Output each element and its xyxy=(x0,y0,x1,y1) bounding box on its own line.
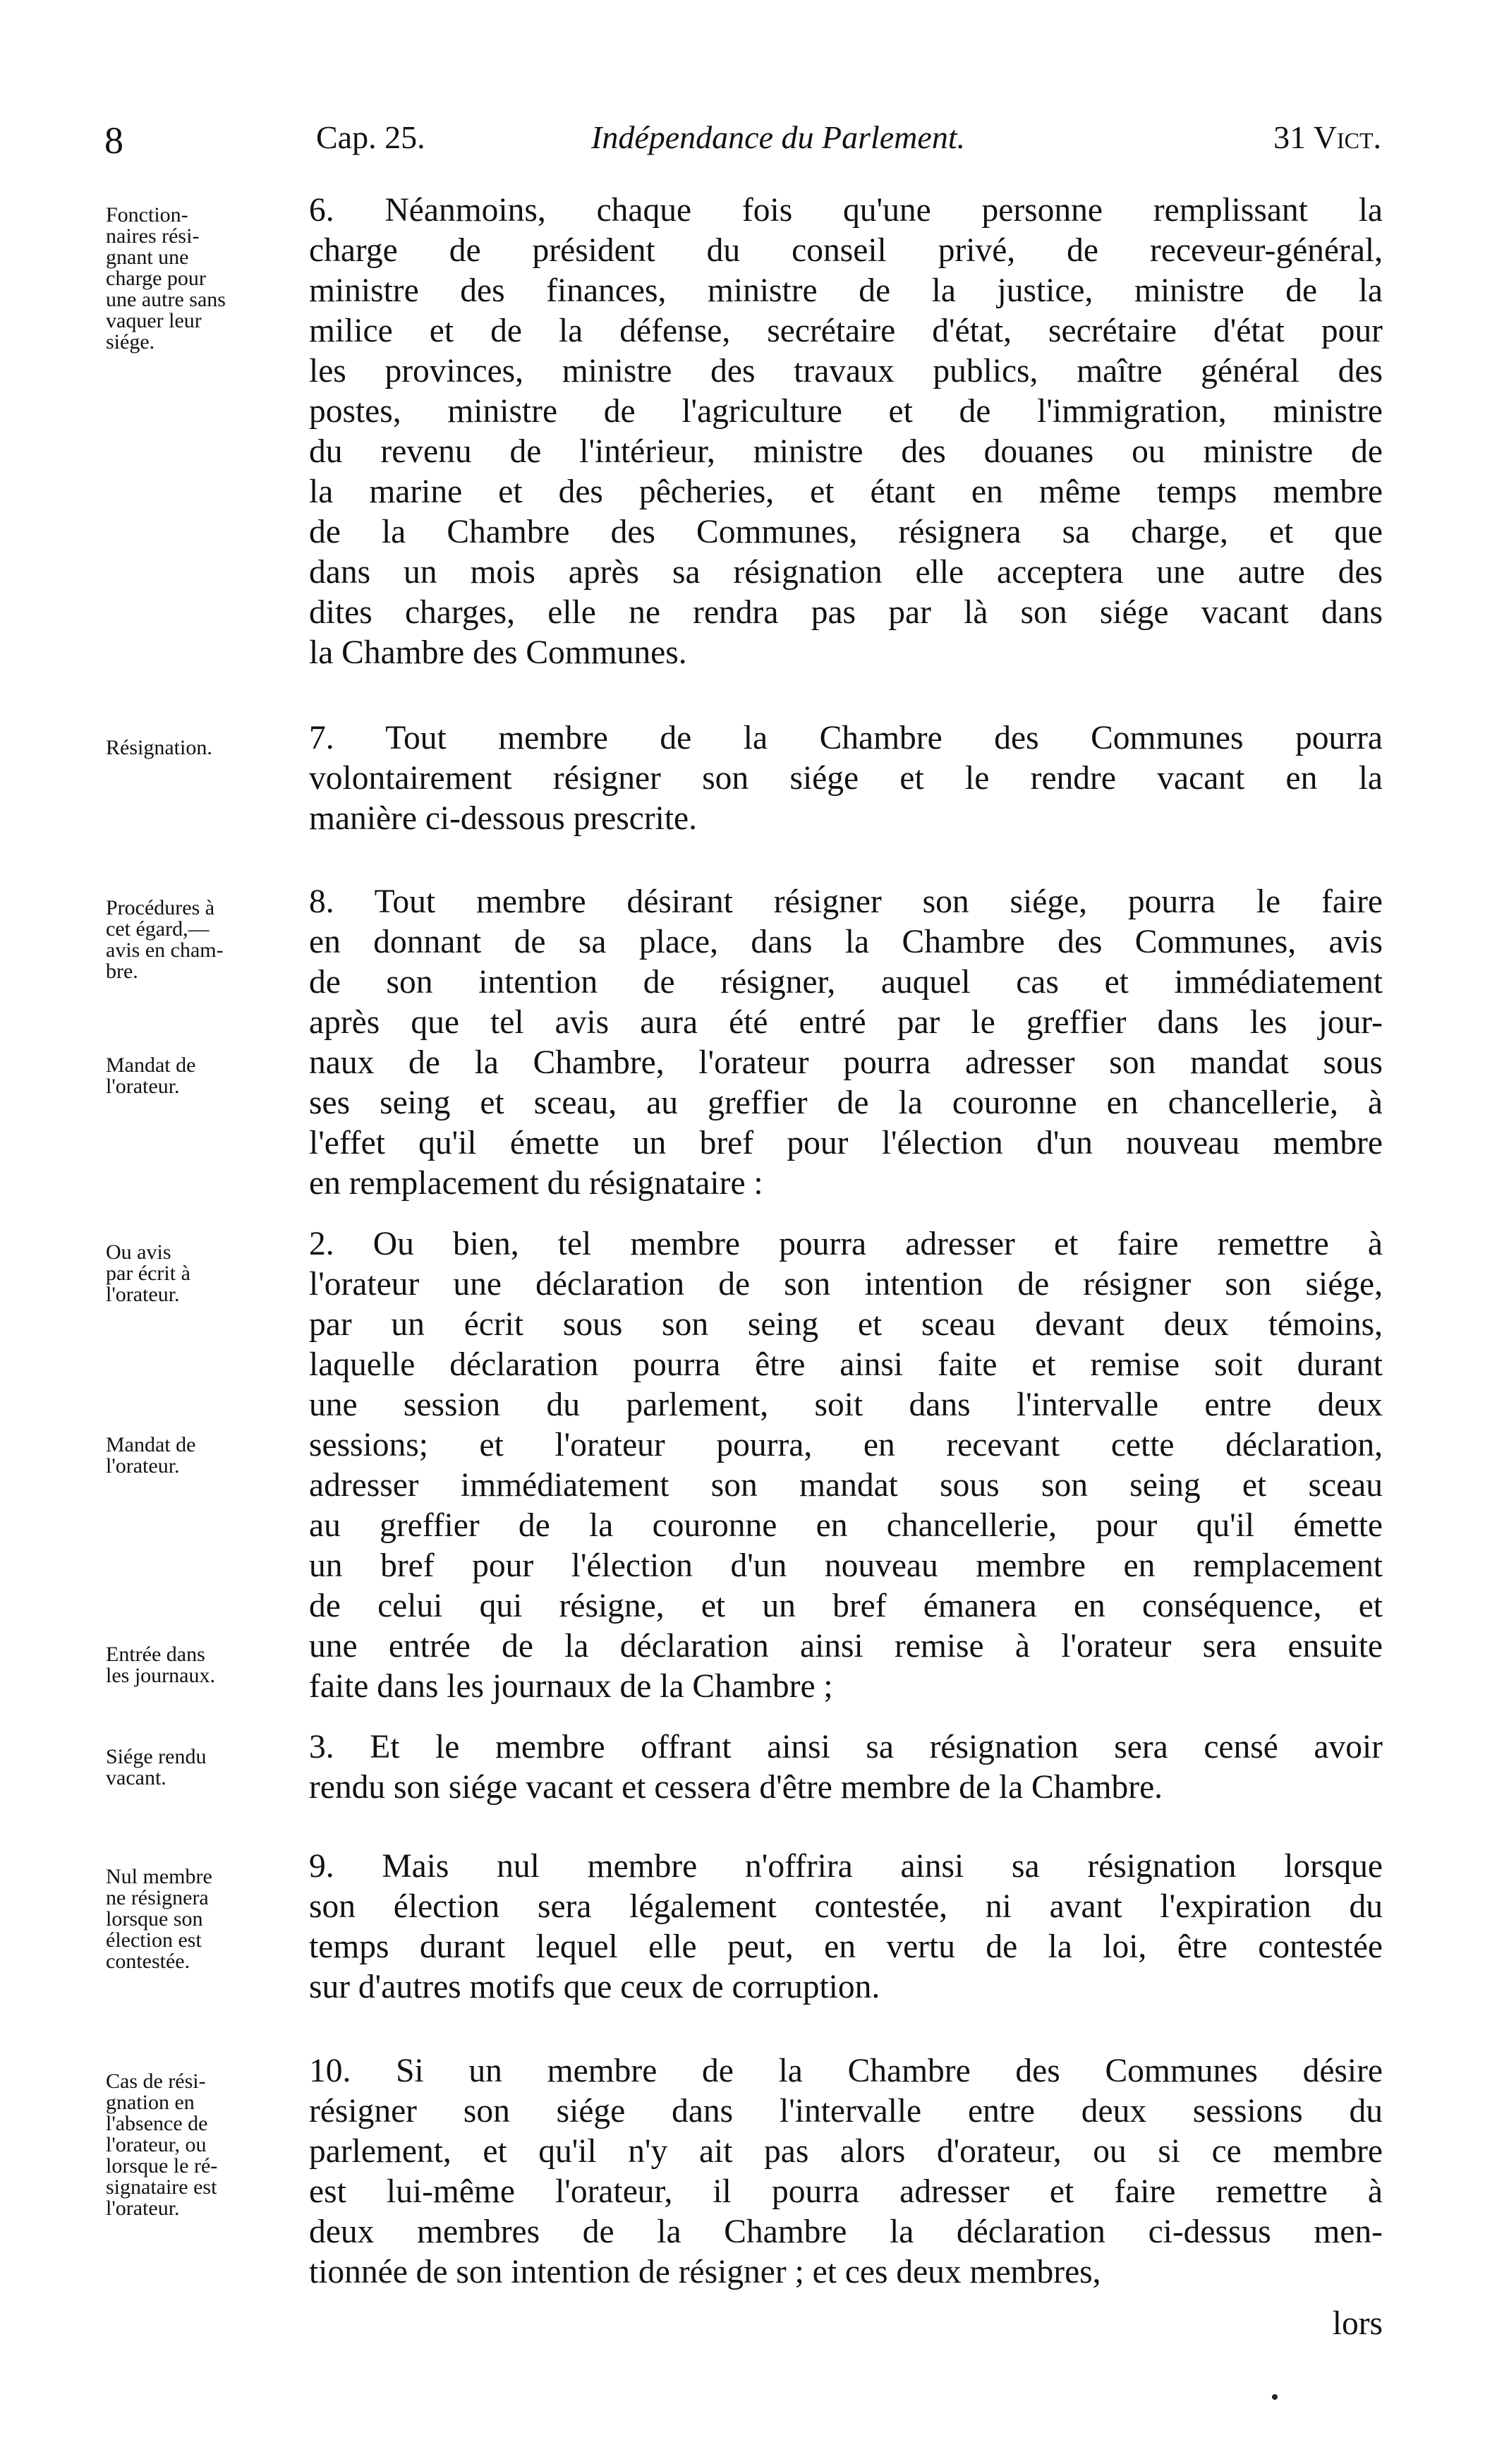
text-line: l'orateur une déclaration de son intention de résigner son siége, xyxy=(309,1266,1383,1303)
act-title: Indépendance du Parlement. xyxy=(591,119,966,155)
text-line: au greffier de la couronne en chancellerie, pour qu'il émette xyxy=(309,1507,1383,1544)
section-7-paragraph xyxy=(309,718,1383,839)
section-6-paragraph xyxy=(309,191,1383,673)
text-line: volontairement résigner son siége et le rendre vacant en la xyxy=(309,760,1383,797)
text-line: 2. Ou bien, tel membre pourra adresser et faire remettre à xyxy=(309,1226,1383,1262)
catchword: lors xyxy=(1332,2305,1383,2342)
text-line: 8. Tout membre désirant résigner son siége, pourra le faire xyxy=(309,883,1383,920)
text-line: faite dans les journaux de la Chambre ; xyxy=(309,1668,833,1705)
page-number: 8 xyxy=(104,119,123,162)
margin-note: Procédures à cet égard,— avis en cham- bre. xyxy=(106,896,224,983)
subsection-3-paragraph xyxy=(309,1727,1383,1808)
text-line: dans un mois après sa résignation elle acceptera une autre des xyxy=(309,554,1383,591)
text-line: de son intention de résigner, auquel cas et immédiatement xyxy=(309,964,1383,1001)
text-line: 7. Tout membre de la Chambre des Communes pourra xyxy=(309,720,1383,756)
margin-note: Siége rendu vacant. xyxy=(106,1745,207,1789)
text-line: milice et de la défense, secrétaire d'état, secrétaire d'état pour xyxy=(309,313,1383,349)
text-line: une session du parlement, soit dans l'intervalle entre deux xyxy=(309,1387,1383,1423)
text-line: parlement, et qu'il n'y ait pas alors d'orateur, ou si ce membre xyxy=(309,2133,1383,2170)
text-line: deux membres de la Chambre la déclaration ci-dessus men- xyxy=(309,2214,1383,2250)
margin-note: Résignation. xyxy=(106,736,212,759)
margin-note: Mandat de l'orateur. xyxy=(106,1433,196,1478)
text-line: naux de la Chambre, l'orateur pourra adresser son mandat sous xyxy=(309,1044,1383,1081)
text-line: 6. Néanmoins, chaque fois qu'une personne remplissant la xyxy=(309,192,1383,229)
margin-note: Mandat de l'orateur. xyxy=(106,1053,196,1098)
text-line: manière ci-dessous prescrite. xyxy=(309,800,697,837)
ink-speck xyxy=(1272,2394,1278,2400)
chapter-number: Cap. 25. xyxy=(316,119,425,155)
text-line: temps durant lequel elle peut, en vertu de la loi, être contestée xyxy=(309,1928,1383,1965)
text-line: l'effet qu'il émette un bref pour l'élection d'un nouveau membre xyxy=(309,1125,1383,1161)
subsection-2-paragraph xyxy=(309,1224,1383,1707)
text-line: dites charges, elle ne rendra pas par là son siége vacant dans xyxy=(309,594,1383,631)
text-line: résigner son siége dans l'intervalle entre deux sessions du xyxy=(309,2093,1383,2130)
text-line: la Chambre des Communes. xyxy=(309,634,687,671)
section-10-paragraph xyxy=(309,2051,1383,2293)
section-9-paragraph xyxy=(309,1847,1383,2007)
text-line: 10. Si un membre de la Chambre des Communes désire xyxy=(309,2053,1383,2089)
text-line: par un écrit sous son seing et sceau devant deux témoins, xyxy=(309,1306,1383,1343)
text-line: sessions; et l'orateur pourra, en recevant cette déclaration, xyxy=(309,1427,1383,1463)
text-line: une entrée de la déclaration ainsi remise à l'orateur sera ensuite xyxy=(309,1628,1383,1665)
text-line: du revenu de l'intérieur, ministre des douanes ou ministre de xyxy=(309,433,1383,470)
text-line: postes, ministre de l'agriculture et de l'immigration, ministre xyxy=(309,393,1383,430)
text-line: adresser immédiatement son mandat sous son seing et sceau xyxy=(309,1467,1383,1504)
text-line: est lui-même l'orateur, il pourra adresser et faire remettre à xyxy=(309,2173,1383,2210)
section-8-paragraph xyxy=(309,882,1383,1204)
margin-note: Nul membre ne résignera lorsque son élection est contestée. xyxy=(106,1865,212,1973)
text-line: un bref pour l'élection d'un nouveau membre en remplacement xyxy=(309,1547,1383,1584)
text-line: 3. Et le membre offrant ainsi sa résignation sera censé avoir xyxy=(309,1729,1383,1765)
text-line: charge de président du conseil privé, de receveur-général, xyxy=(309,232,1383,269)
text-line: rendu son siége vacant et cessera d'être membre de la Chambre. xyxy=(309,1769,1163,1806)
margin-note: Entrée dans les journaux. xyxy=(106,1643,215,1687)
text-line: de celui qui résigne, et un bref émanera en conséquence, et xyxy=(309,1588,1383,1624)
text-line: après que tel avis aura été entré par le greffier dans les jour- xyxy=(309,1004,1383,1041)
running-header xyxy=(104,119,1381,168)
margin-note: Cas de rési- gnation en l'absence de l'orateur, ou lorsque le ré- signataire est l'orateur. xyxy=(106,2070,218,2220)
margin-note: Fonction- naires rési- gnant une charge pour une autre sans vaquer leur siége. xyxy=(106,203,226,354)
text-line: son élection sera légalement contestée, ni avant l'expiration du xyxy=(309,1888,1383,1925)
text-line: en donnant de sa place, dans la Chambre des Communes, avis xyxy=(309,924,1383,960)
margin-note: Ou avis par écrit à l'orateur. xyxy=(106,1240,190,1306)
text-line: laquelle déclaration pourra être ainsi faite et remise soit durant xyxy=(309,1346,1383,1383)
text-line: sur d'autres motifs que ceux de corruption. xyxy=(309,1969,880,2005)
text-line: les provinces, ministre des travaux publics, maître général des xyxy=(309,353,1383,389)
text-line: de la Chambre des Communes, résignera sa charge, et que xyxy=(309,514,1383,550)
text-line: ministre des finances, ministre de la justice, ministre de la xyxy=(309,272,1383,309)
text-line: ses seing et sceau, au greffier de la couronne en chancellerie, à xyxy=(309,1085,1383,1121)
text-line: tionnée de son intention de résigner ; et ces deux membres, xyxy=(309,2254,1101,2290)
regnal-year: 31 Vict. xyxy=(1273,119,1381,155)
text-line: la marine et des pêcheries, et étant en même temps membre xyxy=(309,473,1383,510)
text-line: en remplacement du résignataire : xyxy=(309,1165,763,1202)
text-line: 9. Mais nul membre n'offrira ainsi sa résignation lorsque xyxy=(309,1848,1383,1885)
